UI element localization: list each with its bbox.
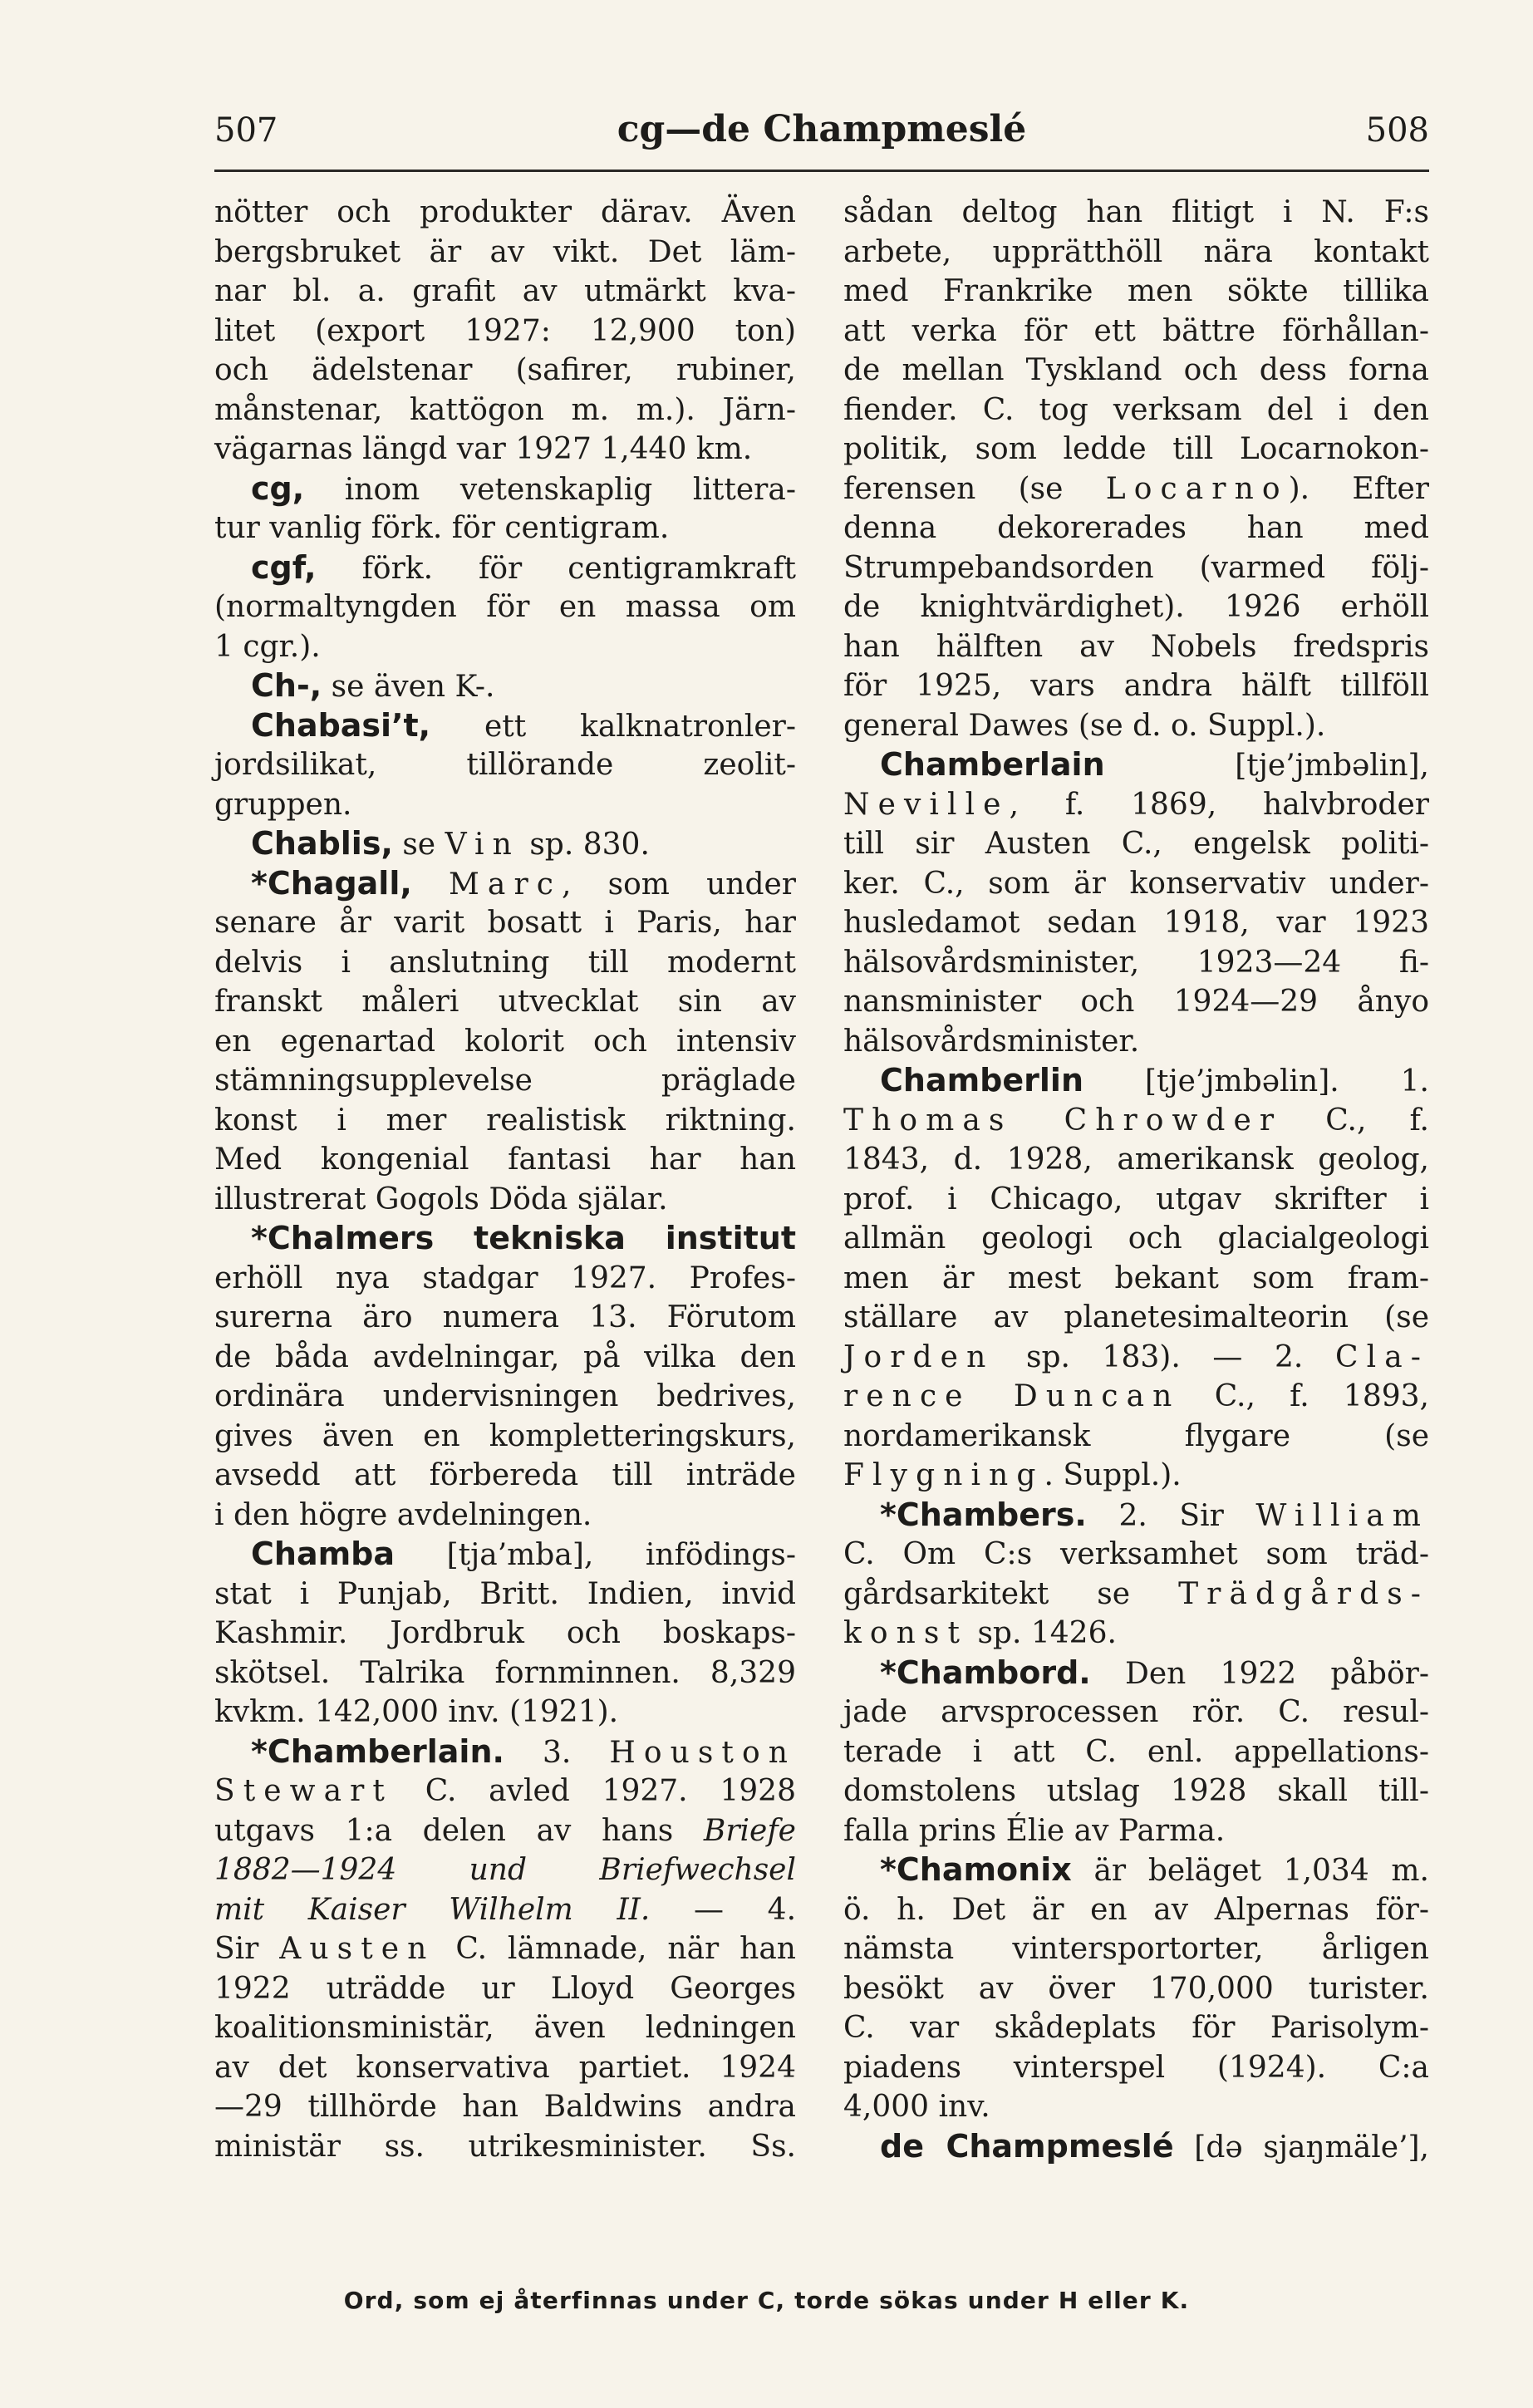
text-line bbox=[214, 1772, 796, 1811]
text: 1843, d. 1928, amerikansk geolog, bbox=[843, 1143, 1429, 1177]
text: stämningsupplevelse präglade bbox=[214, 1064, 796, 1098]
text: ställare av planetesimalteorin (se bbox=[843, 1300, 1429, 1334]
text-line bbox=[843, 1929, 1429, 1969]
text-line bbox=[214, 1377, 796, 1417]
text: prof. i Chicago, utgav skrifter i bbox=[843, 1182, 1429, 1216]
text-line bbox=[214, 824, 796, 864]
text-line bbox=[214, 1535, 796, 1575]
text-line bbox=[843, 2048, 1429, 2088]
text-line bbox=[843, 1456, 1429, 1496]
text: terade i att C. enl. appellations- bbox=[843, 1734, 1429, 1769]
text-line bbox=[843, 2127, 1429, 2167]
text-line bbox=[214, 2087, 796, 2127]
text-line bbox=[214, 1061, 796, 1101]
text: [də sjaŋmäle’], bbox=[1173, 2130, 1429, 2165]
italic-title: 1882—1924 und Briefwechsel bbox=[214, 1853, 796, 1887]
text: (normaltyngden för en massa om bbox=[214, 590, 796, 624]
right-column bbox=[843, 193, 1429, 2166]
headword: *Chambers. bbox=[880, 1496, 1087, 1533]
text-line bbox=[843, 1496, 1429, 1536]
text-line bbox=[843, 1219, 1429, 1259]
text-line bbox=[843, 1259, 1429, 1299]
text-line bbox=[214, 1456, 796, 1496]
text-line bbox=[843, 824, 1429, 864]
text: Sir bbox=[214, 1932, 280, 1966]
headword: *Chamonix bbox=[880, 1851, 1072, 1888]
text-line bbox=[214, 509, 796, 548]
text-line bbox=[843, 1180, 1429, 1220]
text-line bbox=[843, 233, 1429, 273]
text: C. avled 1927. 1928 bbox=[392, 1774, 796, 1808]
text-line bbox=[843, 864, 1429, 904]
spaced-name: rence Duncan bbox=[843, 1379, 1181, 1413]
text: hälsovårdsminister. bbox=[843, 1024, 1140, 1059]
text: koalitionsministär, även ledningen bbox=[214, 2011, 796, 2045]
text: C. Om C:s verksamhet som träd- bbox=[843, 1537, 1429, 1571]
text: av det konservativa partiet. 1924 bbox=[214, 2050, 796, 2085]
text-line bbox=[843, 1890, 1429, 1930]
text-line bbox=[843, 1535, 1429, 1575]
text-line bbox=[843, 1969, 1429, 2009]
text: sådan deltog han flitigt i N. F:s bbox=[843, 195, 1429, 229]
page-number-left: 507 bbox=[214, 111, 278, 150]
text: ö. h. Det är en av Alpernas för- bbox=[843, 1892, 1429, 1927]
text: litet (export 1927: 12,900 ton) bbox=[214, 313, 796, 348]
text: C., f. bbox=[1282, 1103, 1429, 1138]
headword: Chablis, bbox=[251, 825, 393, 862]
headword: *Chagall, bbox=[251, 864, 412, 902]
spaced-name: Flygning bbox=[843, 1458, 1044, 1492]
text-line bbox=[214, 1614, 796, 1654]
text bbox=[412, 867, 449, 902]
text: C. var skådeplats för Parisolym- bbox=[843, 2011, 1429, 2045]
text: ministär ss. utrikesminister. Ss. bbox=[214, 2129, 796, 2164]
text: surerna äro numera 13. Förutom bbox=[214, 1300, 796, 1334]
text-line bbox=[214, 666, 796, 706]
text: se bbox=[392, 828, 445, 862]
text-line bbox=[214, 587, 796, 627]
text: , som under bbox=[562, 867, 797, 902]
text: månstenar, kattögon m. m.). Järn- bbox=[214, 392, 796, 427]
text-line bbox=[843, 1061, 1429, 1101]
text-line bbox=[843, 1298, 1429, 1338]
text-line bbox=[843, 2008, 1429, 2048]
text-line bbox=[843, 193, 1429, 233]
text: gruppen. bbox=[214, 787, 352, 822]
text: besökt av över 170,000 turister. bbox=[843, 1971, 1429, 2006]
headword: de Champmeslé bbox=[880, 2127, 1174, 2165]
text-line bbox=[843, 903, 1429, 943]
text: hälsovårdsminister, 1923—24 fi- bbox=[843, 945, 1429, 980]
text-line bbox=[843, 391, 1429, 430]
text-line bbox=[843, 627, 1429, 667]
text: vägarnas längd var 1927 1,440 km. bbox=[214, 432, 753, 466]
text: C., f. 1893, bbox=[1180, 1379, 1429, 1413]
text: general Dawes (se d. o. Suppl.). bbox=[843, 708, 1326, 743]
text: de båda avdelningar, på vilka den bbox=[214, 1339, 796, 1374]
text-line bbox=[843, 1693, 1429, 1732]
text-line bbox=[843, 1811, 1429, 1851]
text-line bbox=[214, 1811, 796, 1851]
text: 2. Sir bbox=[1086, 1498, 1256, 1533]
text-line bbox=[214, 1140, 796, 1180]
text-line bbox=[843, 785, 1429, 825]
text: 3. bbox=[504, 1735, 610, 1770]
text: nämsta vintersportorter, årligen bbox=[843, 1932, 1429, 1966]
spaced-name: Neville bbox=[843, 787, 1010, 822]
text-line bbox=[214, 233, 796, 273]
text: stat i Punjab, Britt. Indien, invid bbox=[214, 1576, 796, 1611]
text: men är mest bekant som fram- bbox=[843, 1261, 1429, 1295]
text: ett kalknatronler- bbox=[430, 709, 796, 744]
text: sp. 183). — 2. bbox=[994, 1339, 1335, 1374]
headword: Chamberlain bbox=[880, 746, 1105, 783]
text: nar bl. a. grafit av utmärkt kva- bbox=[214, 274, 796, 308]
left-column bbox=[214, 193, 796, 2166]
text-line bbox=[843, 982, 1429, 1022]
text-line bbox=[214, 1180, 796, 1220]
text: delvis i anslutning till modernt bbox=[214, 945, 796, 980]
text-line bbox=[214, 1929, 796, 1969]
text-line bbox=[214, 1693, 796, 1732]
text: är beläget 1,034 m. bbox=[1071, 1854, 1429, 1888]
text: ferensen (se bbox=[843, 471, 1106, 506]
text-line bbox=[843, 1614, 1429, 1654]
text: nötter och produkter därav. Även bbox=[214, 195, 796, 229]
text: — 4. bbox=[650, 1892, 797, 1927]
text-line bbox=[214, 312, 796, 351]
text-line bbox=[843, 1140, 1429, 1180]
header-rule bbox=[214, 170, 1429, 172]
text-line bbox=[843, 1022, 1429, 1062]
text-line bbox=[843, 548, 1429, 588]
text: gårdsarkitekt se bbox=[843, 1576, 1179, 1611]
spaced-name: Locarno bbox=[1105, 471, 1289, 506]
text: sp. 830. bbox=[519, 828, 650, 862]
text: se även K-. bbox=[322, 670, 495, 704]
text: en egenartad kolorit och intensiv bbox=[214, 1024, 796, 1059]
text: allmän geologi och glacialgeologi bbox=[843, 1221, 1429, 1256]
headword: cgf, bbox=[251, 548, 317, 586]
text: Den 1922 påbör- bbox=[1090, 1656, 1429, 1691]
text: C. lämnade, när han bbox=[435, 1932, 796, 1966]
text: denna dekorerades han med bbox=[843, 511, 1429, 545]
text: 1922 uträdde ur Lloyd Georges bbox=[214, 1971, 796, 2006]
text-line bbox=[214, 1654, 796, 1693]
text: att verka för ett bättre förhållan- bbox=[843, 313, 1429, 348]
text-line bbox=[214, 1969, 796, 2009]
spaced-name: Vin bbox=[445, 828, 520, 862]
text: piadens vinterspel (1924). C:a bbox=[843, 2050, 1429, 2085]
text: —29 tillhörde han Baldwins andra bbox=[214, 2090, 796, 2124]
spaced-name: Houston bbox=[609, 1735, 796, 1770]
headword: Chamberlin bbox=[880, 1062, 1083, 1098]
text-line bbox=[843, 1772, 1429, 1811]
text-line bbox=[214, 1890, 796, 1930]
text-line bbox=[214, 1850, 796, 1890]
italic-title: mit Kaiser Wilhelm II. bbox=[214, 1892, 651, 1927]
text: de knightvärdighet). 1926 erhöll bbox=[843, 590, 1429, 624]
text-line bbox=[214, 1732, 796, 1772]
text: kvkm. 142,000 inv. (1921). bbox=[214, 1695, 619, 1729]
text-line bbox=[843, 312, 1429, 351]
spaced-name: Stewart bbox=[214, 1774, 393, 1808]
text: nansminister och 1924—29 ånyo bbox=[843, 985, 1429, 1019]
text: skötsel. Talrika fornminnen. 8,329 bbox=[214, 1655, 796, 1690]
spaced-name: Austen bbox=[279, 1932, 435, 1966]
headword: *Chambord. bbox=[880, 1654, 1091, 1691]
text-line bbox=[843, 2087, 1429, 2127]
text-line bbox=[843, 1850, 1429, 1890]
text-line bbox=[214, 1338, 796, 1378]
text: jordsilikat, tillörande zeolit- bbox=[214, 748, 796, 782]
text-line bbox=[214, 2127, 796, 2167]
text: för 1925, vars andra hälft tillföll bbox=[843, 669, 1429, 703]
text-line bbox=[214, 745, 796, 785]
text-line bbox=[214, 2048, 796, 2088]
text: politik, som ledde till Locarnokon- bbox=[843, 432, 1429, 466]
text: tur vanlig förk. för centigram. bbox=[214, 511, 670, 545]
footer-note: Ord, som ej återfinnas under C, torde sökas under H eller K. bbox=[343, 2287, 1190, 2314]
text: senare år varit bosatt i Paris, har bbox=[214, 906, 796, 940]
text-line bbox=[843, 706, 1429, 746]
text: arbete, upprätthöll nära kontakt bbox=[843, 234, 1429, 269]
text-line bbox=[843, 943, 1429, 983]
text: de mellan Tyskland och dess forna bbox=[843, 353, 1429, 387]
text-line bbox=[843, 351, 1429, 391]
text: inom vetenskaplig littera- bbox=[304, 472, 796, 507]
text-line bbox=[214, 430, 796, 469]
text-line bbox=[214, 2008, 796, 2048]
text-line bbox=[843, 1732, 1429, 1772]
text: ker. C., som är konservativ under- bbox=[843, 866, 1429, 901]
text-line bbox=[214, 706, 796, 746]
text-line bbox=[843, 587, 1429, 627]
text-line bbox=[843, 1101, 1429, 1141]
text-line bbox=[214, 548, 796, 588]
text-line bbox=[843, 666, 1429, 706]
text: jade arvsprocessen rör. C. resul- bbox=[843, 1695, 1429, 1729]
text-line bbox=[214, 1022, 796, 1062]
text-line bbox=[214, 1417, 796, 1457]
page-header bbox=[214, 106, 1429, 156]
text: , f. 1869, halvbroder bbox=[1009, 787, 1429, 822]
text: Strumpebandsorden (varmed följ- bbox=[843, 550, 1429, 585]
text: [tje’jmbəlin], bbox=[1104, 749, 1429, 783]
text: utgavs 1:a delen av hans bbox=[214, 1813, 704, 1848]
text: [tje’jmbəlin]. 1. bbox=[1083, 1064, 1429, 1098]
italic-title: Briefe bbox=[703, 1813, 796, 1848]
text-line bbox=[214, 351, 796, 391]
text-line bbox=[214, 272, 796, 312]
spaced-name: konst bbox=[843, 1616, 969, 1650]
running-title: cg—de Champmeslé bbox=[617, 108, 1027, 150]
headword: Chamba bbox=[251, 1536, 396, 1572]
text-line bbox=[843, 469, 1429, 509]
text: och ädelstenar (safirer, rubiner, bbox=[214, 353, 796, 387]
text-line bbox=[843, 1338, 1429, 1378]
text: bergsbruket är av vikt. Det läm- bbox=[214, 234, 796, 269]
text-line bbox=[843, 272, 1429, 312]
text: ). Efter bbox=[1288, 471, 1429, 506]
text-line bbox=[214, 1575, 796, 1614]
text: med Frankrike men sökte tillika bbox=[843, 274, 1429, 308]
text: [tja’mba], infödings- bbox=[395, 1538, 796, 1572]
text-line bbox=[214, 785, 796, 825]
text: förk. för centigramkraft bbox=[316, 551, 796, 586]
text: han hälften av Nobels fredspris bbox=[843, 629, 1429, 664]
page-number-right: 508 bbox=[1365, 111, 1429, 150]
text-line bbox=[843, 509, 1429, 548]
text-line bbox=[214, 193, 796, 233]
text: 1 cgr.). bbox=[214, 629, 321, 664]
text-line bbox=[843, 1575, 1429, 1614]
spaced-name: Thomas Chrowder bbox=[843, 1103, 1283, 1138]
text: 4,000 inv. bbox=[843, 2090, 990, 2124]
text-line bbox=[843, 1377, 1429, 1417]
text-line bbox=[843, 1654, 1429, 1693]
text: Kashmir. Jordbruk och boskaps- bbox=[214, 1616, 796, 1650]
text: illustrerat Gogols Döda själar. bbox=[214, 1182, 668, 1216]
text-line bbox=[214, 469, 796, 509]
text: . Suppl.). bbox=[1044, 1458, 1182, 1492]
headword: cg, bbox=[251, 469, 305, 507]
text-line bbox=[214, 903, 796, 943]
spaced-name: Trädgårds- bbox=[1178, 1576, 1429, 1611]
text-line bbox=[214, 1101, 796, 1141]
text-line bbox=[214, 943, 796, 983]
headword: *Chalmers tekniska institut bbox=[251, 1220, 796, 1256]
text-line bbox=[214, 1298, 796, 1338]
text-line bbox=[214, 864, 796, 904]
text: sp. 1426. bbox=[968, 1616, 1117, 1650]
text: nordamerikansk flygare (se bbox=[843, 1418, 1429, 1453]
text: erhöll nya stadgar 1927. Profes- bbox=[214, 1261, 796, 1295]
text: avsedd att förbereda till inträde bbox=[214, 1458, 796, 1492]
text-line bbox=[843, 1417, 1429, 1457]
text-line bbox=[214, 982, 796, 1022]
text-line bbox=[214, 391, 796, 430]
text-line bbox=[214, 1219, 796, 1259]
text: franskt måleri utvecklat sin av bbox=[214, 985, 796, 1019]
text: i den högre avdelningen. bbox=[214, 1497, 592, 1532]
text: till sir Austen C., engelsk politi- bbox=[843, 827, 1429, 861]
text-line bbox=[214, 627, 796, 667]
text: ordinära undervisningen bedrives, bbox=[214, 1379, 796, 1413]
headword: Chabasi’t, bbox=[251, 706, 431, 744]
text-line bbox=[214, 1259, 796, 1299]
text: Med kongenial fantasi har han bbox=[214, 1143, 796, 1177]
text: husledamot sedan 1918, var 1923 bbox=[843, 906, 1429, 940]
text: konst i mer realistisk riktning. bbox=[214, 1103, 796, 1138]
spaced-name: Marc bbox=[448, 867, 562, 902]
text-line bbox=[843, 430, 1429, 469]
spaced-name: William bbox=[1255, 1498, 1429, 1533]
text-line bbox=[843, 745, 1429, 785]
spaced-name: Jorden bbox=[843, 1339, 995, 1374]
headword: *Chamberlain. bbox=[251, 1732, 504, 1770]
headword: Ch-, bbox=[251, 667, 322, 704]
text: fiender. C. tog verksam del i den bbox=[843, 392, 1429, 427]
spaced-name: Cla- bbox=[1334, 1339, 1429, 1374]
text-line bbox=[214, 1496, 796, 1536]
text: gives även en kompletteringskurs, bbox=[214, 1418, 796, 1453]
text: falla prins Élie av Parma. bbox=[843, 1813, 1226, 1848]
text: domstolens utslag 1928 skall till- bbox=[843, 1774, 1429, 1808]
